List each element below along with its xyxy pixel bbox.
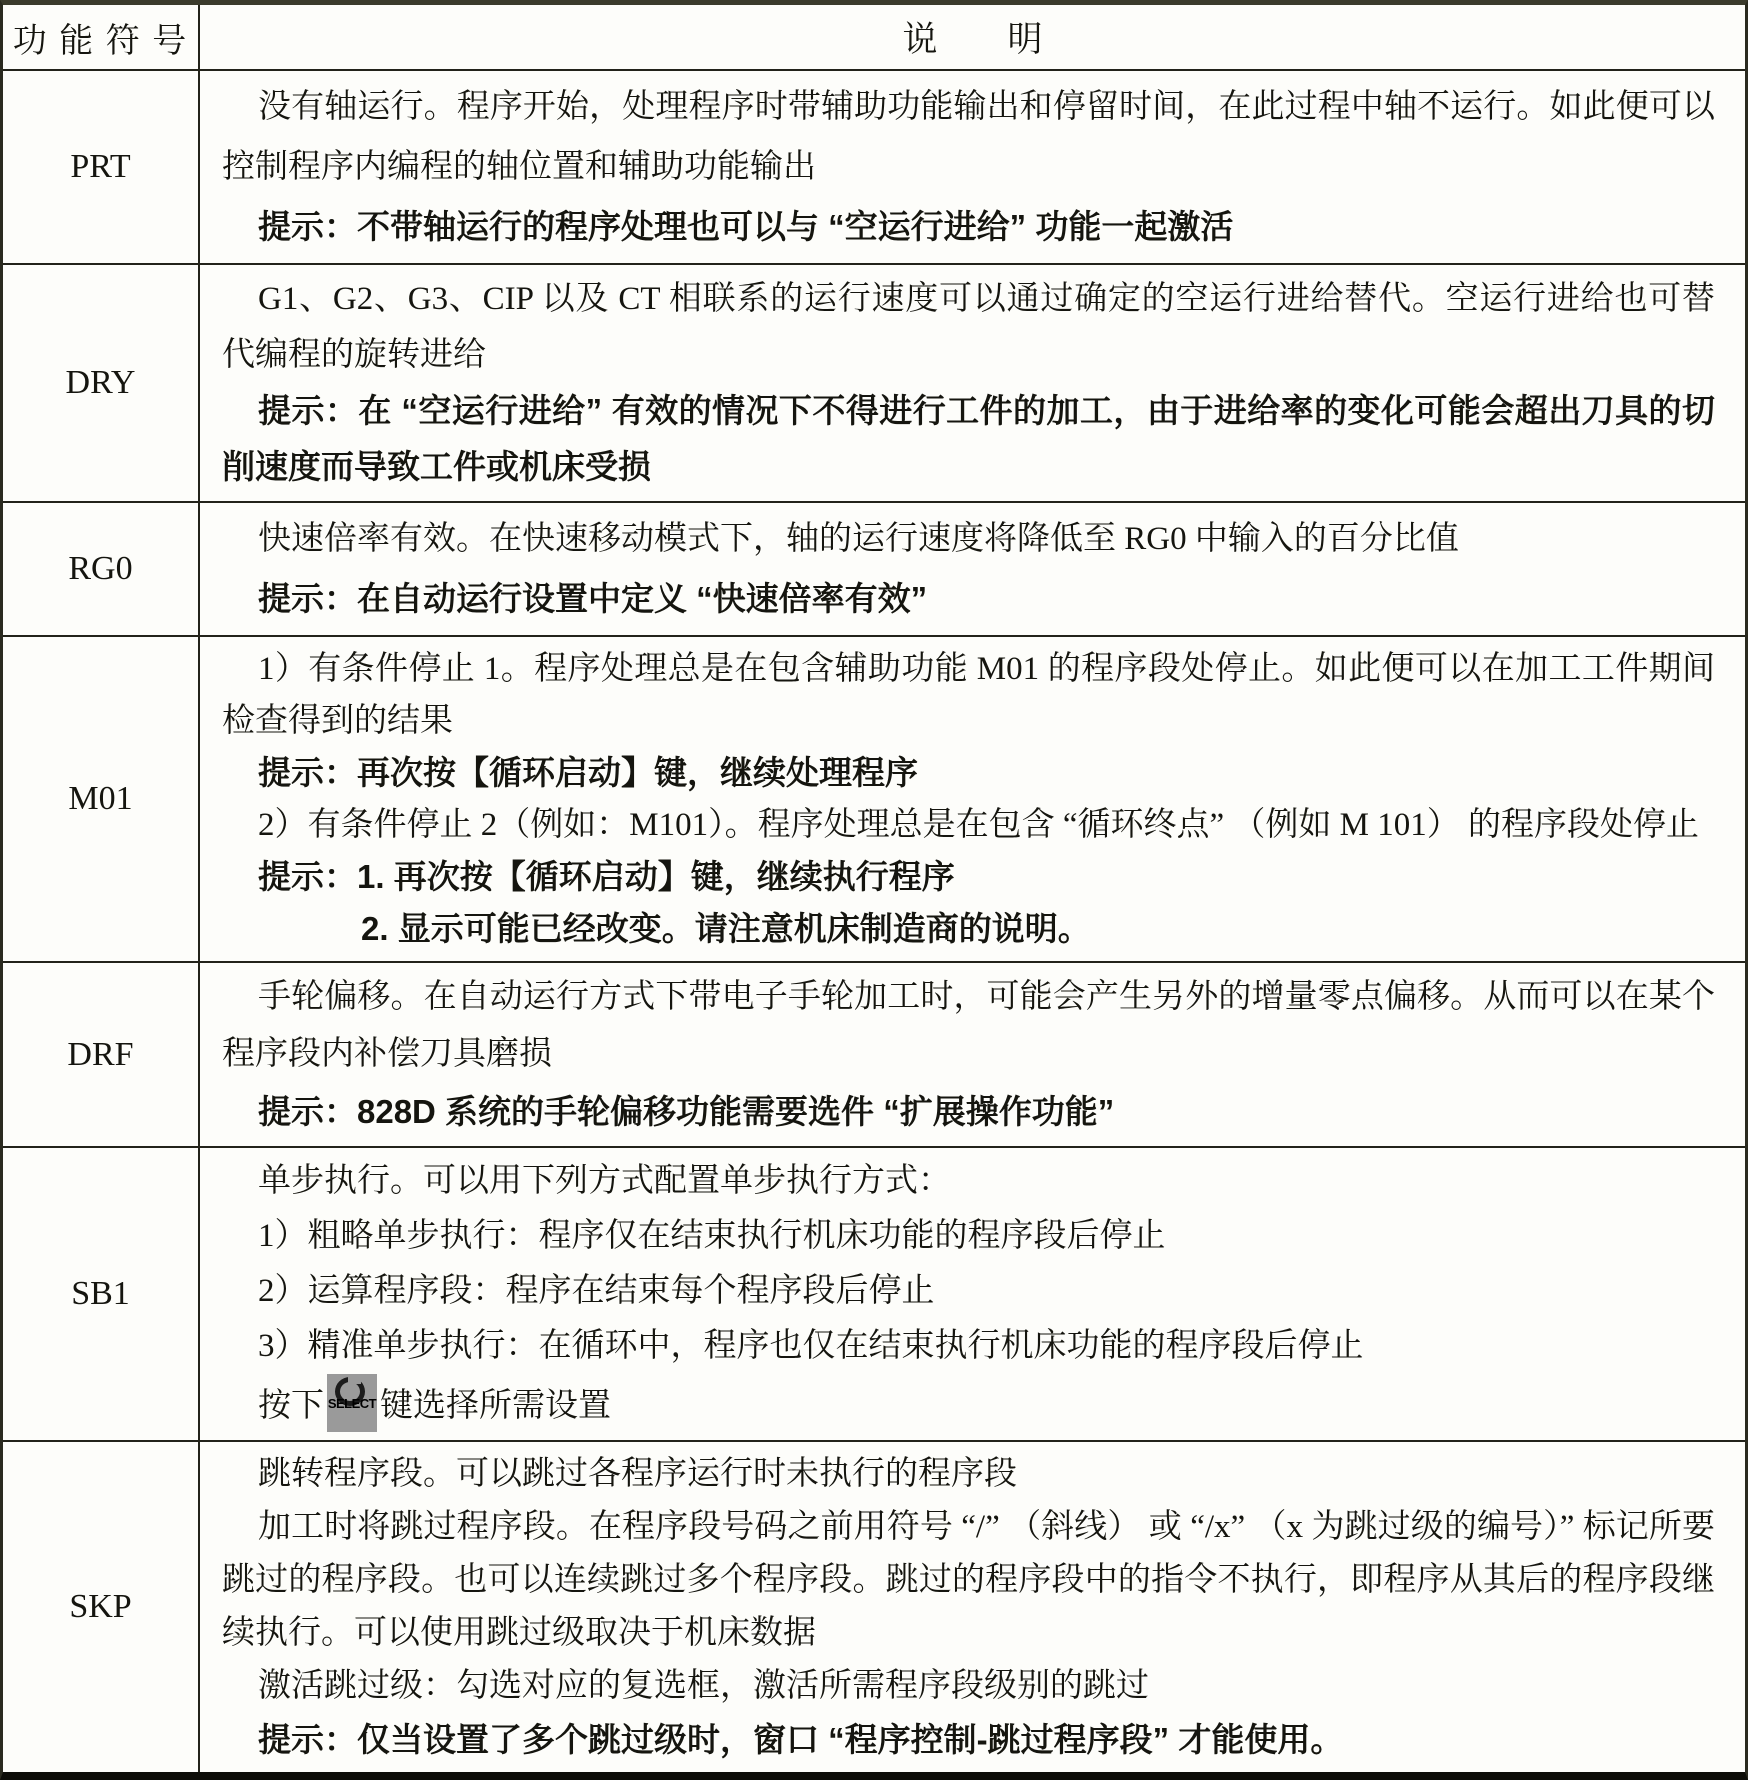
- description-paragraph: 提示：在自动运行设置中定义 “快速倍率有效”: [258, 580, 928, 617]
- function-symbol: DRF: [67, 1035, 134, 1073]
- description-cell: [200, 1442, 1745, 1772]
- function-symbol-cell: [3, 963, 200, 1146]
- header-function-symbol-cell: [3, 5, 200, 69]
- description-paragraph: 2）有条件停止 2（例如：M101）。程序处理总是在包含 “循环终点” （例如 M 101） 的程序段处停止: [258, 807, 1699, 843]
- table-row: [3, 961, 1745, 1146]
- description-cell: [200, 265, 1745, 501]
- description-paragraph: 3）精准单步执行：在循环中，程序也仅在结束执行机床功能的程序段后停止: [258, 1328, 1364, 1364]
- description-paragraph: 1）有条件停止 1。程序处理总是在包含辅助功能 M01 的程序段处停止。如此便可以在加工工件期间检查得到的结果: [222, 651, 1715, 739]
- table-row: [3, 635, 1745, 961]
- description-cell: [200, 503, 1745, 635]
- function-symbol: M01: [68, 780, 133, 817]
- description-paragraph: 快速倍率有效。在快速移动模式下，轴的运行速度将降低至 RG0 中输入的百分比值: [258, 521, 1459, 557]
- function-symbol: SB1: [71, 1275, 130, 1312]
- table-body: [3, 69, 1745, 1772]
- header-function-symbol-label: 功 能 符 号: [12, 22, 189, 60]
- description-paragraph: 按下 SELECT 键选择所需设置: [222, 1374, 1715, 1434]
- description-paragraph: 手轮偏移。在自动运行方式下带电子手轮加工时，可能会产生另外的增量零点偏移。从而可以在某个程序段内补偿刀具磨损: [222, 979, 1715, 1072]
- table-row: [3, 263, 1745, 501]
- description-paragraph: 提示：828D 系统的手轮偏移功能需要选件 “扩展操作功能”: [258, 1093, 1115, 1130]
- function-symbol-cell: [3, 503, 200, 635]
- description-paragraph: 跳转程序段。可以跳过各程序运行时未执行的程序段: [258, 1456, 1017, 1492]
- description-paragraph: G1、G2、G3、CIP 以及 CT 相联系的运行速度可以通过确定的空运行进给替代。空运行进给也可替代编程的旋转进给: [222, 281, 1715, 373]
- description-paragraph: 提示：在 “空运行进给” 有效的情况下不得进行工件的加工，由于进给率的变化可能会超出刀具的切削速度而导致工件或机床受损: [222, 392, 1715, 485]
- table-row: [3, 1440, 1745, 1772]
- description-paragraph: 激活跳过级：勾选对应的复选框，激活所需程序段级别的跳过: [258, 1668, 1149, 1704]
- header-description-cell: [200, 5, 1745, 69]
- header-description-label: 说 明: [902, 20, 1043, 59]
- table-header-row: [3, 5, 1745, 69]
- function-symbol: PRT: [70, 148, 131, 185]
- description-paragraph: 1）粗略单步执行：程序仅在结束执行机床功能的程序段后停止: [258, 1218, 1166, 1254]
- table-row: [3, 501, 1745, 635]
- description-cell: [200, 963, 1745, 1146]
- function-symbol: RG0: [68, 550, 133, 587]
- function-symbol: DRY: [65, 364, 136, 401]
- function-symbol-cell: [3, 1442, 200, 1772]
- description-paragraph: 单步执行。可以用下列方式配置单步执行方式：: [258, 1163, 951, 1199]
- description-cell: [200, 637, 1745, 961]
- description-paragraph: 提示：再次按【循环启动】键，继续处理程序: [258, 754, 918, 791]
- function-symbol-cell: [3, 637, 200, 961]
- description-paragraph: 2）运算程序段：程序在结束每个程序段后停止: [258, 1273, 935, 1309]
- description-paragraph: 提示：不带轴运行的程序处理也可以与 “空运行进给” 功能一起激活: [258, 208, 1234, 245]
- function-symbol-cell: [3, 265, 200, 501]
- description-paragraph: 加工时将跳过程序段。在程序段号码之前用符号 “/” （斜线） 或 “/x” （x 为跳过级的编号）” 标记所要跳过的程序段。也可以连续跳过多个程序段。跳过的程序段中的指令不执行，即程序从其后的程序段继续执行。可以使用跳过级取决于机床数据: [222, 1509, 1715, 1651]
- description-paragraph: 提示：1. 再次按【循环启动】键，继续执行程序: [258, 858, 955, 895]
- function-symbol: SKP: [69, 1588, 132, 1625]
- description-paragraph: 2. 显示可能已经改变。请注意机床制造商的说明。: [361, 910, 1091, 947]
- select-key-label: SELECT: [327, 1396, 377, 1411]
- function-symbol-cell: [3, 1148, 200, 1440]
- description-paragraph: 没有轴运行。程序开始，处理程序时带辅助功能输出和停留时间，在此过程中轴不运行。如此便可以控制程序内编程的轴位置和辅助功能输出: [222, 89, 1715, 185]
- select-key-icon: [327, 1374, 377, 1432]
- description-paragraph: 提示：仅当设置了多个跳过级时，窗口 “程序控制-跳过程序段” 才能使用。: [258, 1721, 1344, 1758]
- table-row: [3, 1146, 1745, 1440]
- table-row: [3, 69, 1745, 263]
- description-cell: [200, 71, 1745, 263]
- function-symbol-cell: [3, 71, 200, 263]
- description-cell: [200, 1148, 1745, 1440]
